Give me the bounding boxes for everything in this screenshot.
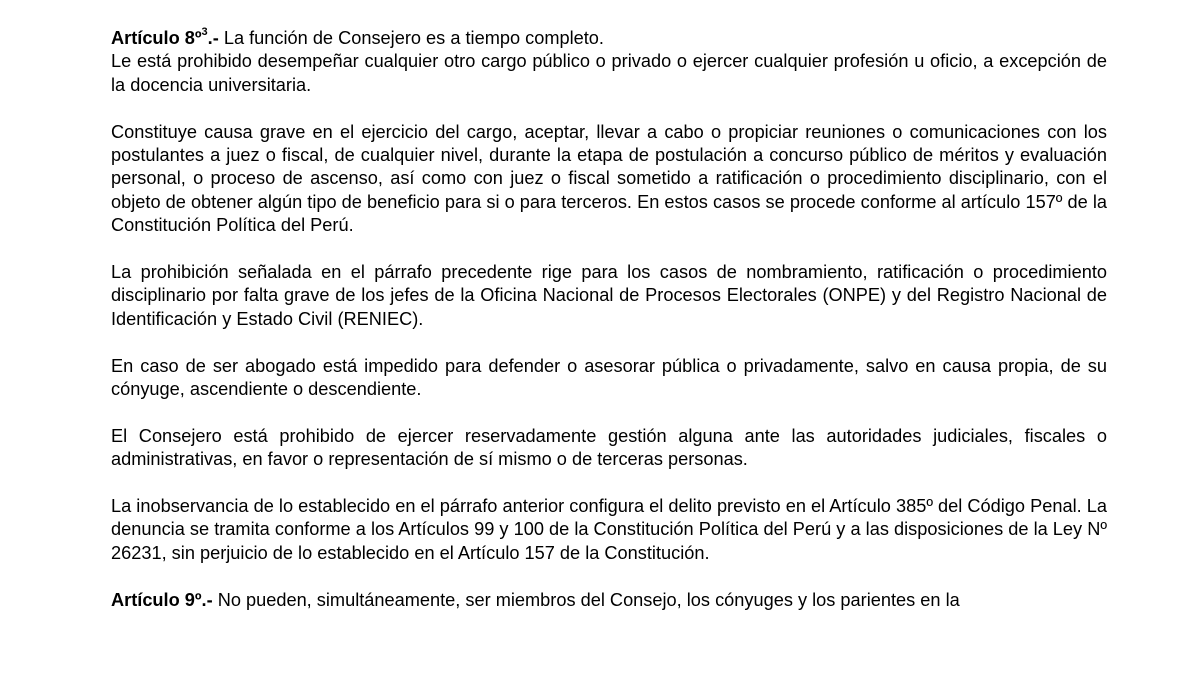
grave-cause-paragraph: Constituye causa grave en el ejercicio del cargo, aceptar, llevar a cabo o propiciar reuniones o comunicaciones con los postulantes a juez o fiscal, de cualquier nivel, durante la etapa de postulación a concurso público de méritos y evaluación personal, o proceso de ascenso, así como con juez o fiscal sometido a ratificación o procedimiento disciplinario, con el objeto de obtener algún tipo de beneficio para si o para terceros. En estos casos se procede conforme al artículo 157º de la Constitución Política del Perú. (111, 121, 1107, 236)
article-8-first-line (111, 27, 1107, 50)
article-8-prohibition-paragraph: Le está prohibido desempeñar cualquier otro cargo público o privado o ejercer cualquier profesión u oficio, a excepción de la docencia universitaria. (111, 51, 1107, 95)
paragraph-gap (111, 238, 1107, 261)
document-body (111, 27, 1107, 612)
reserved-management-paragraph: El Consejero está prohibido de ejercer reservadamente gestión alguna ante las autoridades judiciales, fiscales o administrativas, en favor o representación de sí mismo o de terceras personas. (111, 425, 1107, 470)
paragraph-gap (111, 331, 1107, 354)
article-8-heading: Artículo 8º$^3$.- (111, 26, 219, 48)
paragraph-gap (111, 97, 1107, 120)
paragraph-gap (111, 565, 1107, 588)
article-8-text: La función de Consejero es a tiempo completo. (218, 28, 604, 48)
lawyer-restriction-paragraph: En caso de ser abogado está impedido para defender o asesorar pública o privadamente, salvo en causa propia, de su cónyuge, ascendiente o descendiente. (111, 355, 1107, 400)
article-9-heading: Artículo 9º.- (111, 589, 213, 610)
article-9-text: No pueden, simultáneamente, ser miembros del Consejo, los cónyuges y los parientes en la (212, 589, 960, 610)
paragraph-gap (111, 472, 1107, 495)
footnote-marker: 3 (201, 26, 208, 38)
paragraph-gap (111, 401, 1107, 424)
article-9-paragraph (111, 589, 1107, 612)
prohibition-scope-paragraph: La prohibición señalada en el párrafo precedente rige para los casos de nombramiento, ratificación o procedimiento disciplinario por falta grave de los jefes de la Oficina Nacional de Procesos Electorales (ONPE) y del Registro Nacional de Identificación y Estado Civil (RENIEC). (111, 262, 1107, 329)
non-compliance-paragraph: La inobservancia de lo establecido en el párrafo anterior configura el delito previsto en el Artículo 385º del Código Penal. La denuncia se tramita conforme a los Artículos 99 y 100 de la Constitución Política del Perú y a las disposiciones de la Ley Nº 26231, sin perjuicio de lo establecido en el Artículo 157 de la Constitución. (111, 496, 1107, 563)
